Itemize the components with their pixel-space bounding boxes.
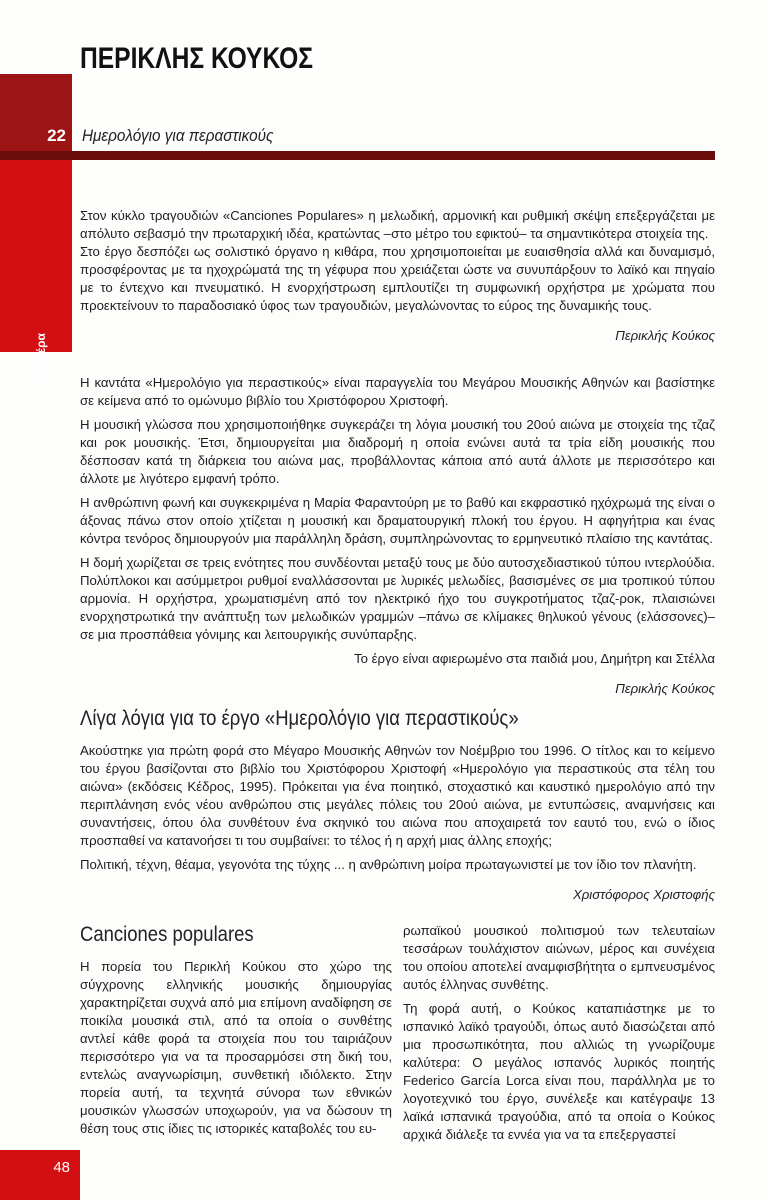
canciones-paragraph: Η πορεία του Περικλή Κούκου στο χώρο της σύγχρονης ελληνικής μουσικής δημιουργίας χαρακτηρίζεται συχνά από μια επίμονη αναδίφηση σε ποικίλα μουσικά στιλ, από τα οποία ο συνθέτης αντλεί κάθε φορά τα στοιχεία που του ταιριάζουν περισσότερο για να τα προσαρμόσει στη δική του, εντελώς αναγνωρίσιμη, συνθετική ιδιόλεκτο. Στην πορεία αυτή, τα τεχνητά σύνορα των εθνικών μουσικών γλωσσών υποχωρούν, για να δώσουν τη θέση τους στις ίδιες τις ιστορικές καταβολές του ευ-	[80, 959, 392, 1136]
cantata-paragraph: Η ανθρώπινη φωνή και συγκεκριμένα η Μαρία Φαραντούρη με το βαθύ και εκφραστικό ηχόχρωμά της είναι ο άξονας πάνω στον οποίο χτίζεται η μουσική και δραματουργική πλοκή του έργου. Η αφηγήτρια και ένας κόντρα τενόρος δημιουργούν μια παράλληλη δράση, συμπληρώνοντας το ερμηνευτικό πλαίσιο της καντάτας.	[80, 495, 715, 546]
dedication: Το έργο είναι αφιερωμένο στα παιδιά μου, Δημήτρη και Στέλλα	[354, 651, 715, 666]
page-number-box	[0, 1150, 80, 1200]
header-rule	[0, 151, 715, 160]
about-section	[80, 707, 715, 910]
intro-section	[80, 207, 715, 351]
cantata-section	[80, 374, 715, 704]
about-signature: Χριστόφορος Χριστοφής	[572, 887, 715, 902]
intro-paragraph: Στον κύκλο τραγουδιών «Canciones Populares» η μελωδική, αρμονική και ρυθμική σκέψη επεξεργάζεται με απόλυτο σεβασμό την πρωταρχική ιδέα, κρατώντας –στο μέτρο του εφικτού– τα σημαντικότερα στοιχεία της.	[80, 208, 715, 241]
canciones-right-column	[403, 922, 715, 1150]
about-heading: Λίγα λόγια για το έργο «Ημερολόγιο για περαστικούς»	[80, 707, 519, 730]
about-paragraph: Ακούστηκε για πρώτη φορά στο Μέγαρο Μουσικής Αθηνών τον Νοέμβριο του 1996. Ο τίτλος και το κείμενο του έργου βασίζονται στο βιβλίο του Χριστόφορου Χριστοφή «Ημερολόγιο για περαστικούς στα τέλη του αιώνα» (εκδόσεις Κέδρος, 1995). Πρόκειται για ένα ποιητικό, στοχαστικό και καυστικό ημερολόγιο από την περιπλάνηση ενός νέου ανθρώπου στις μεγάλες πόλεις του 20ού αιώνα, με εντυπώσεις, αναμνήσεις και συναντήσεις, όπου όλα συνθέτουν ένα σκηνικό του αιώνα που αποχαιρετά τον εαυτό του, ενώ ο ίδιος προσπαθεί να κατανοήσει τι του συμβαίνει: το τέλος ή η αρχή μιας άλλης εποχής;	[80, 743, 715, 848]
cantata-paragraph: Η δομή χωρίζεται σε τρεις ενότητες που συνδέονται μεταξύ τους με δύο αυτοσχεδιαστικού τύπου ιντερλούδια. Πολύπλοκοι και ασύμμετροι ρυθμοί εναλλάσσονται με λυρικές μελωδίες, βασισμένες σε μια τροπικού τύπου αρμονία. Η ορχήστρα, χρωματισμένη από τον ηλεκτρικό ήχο του συγκροτήματος τζαζ-ροκ, πλαισιώνει ενορχηστρωτικά την ανάπτυξη των μελωδικών γραμμών –πάνω σε κλίμακες θηλυκού γένους (ελάσσονες)– σε μια προσπάθεια γόνιμης και λειτουργικής συνύπαρξης.	[80, 555, 715, 642]
intro-signature: Περικλής Κούκος	[615, 328, 715, 343]
cantata-paragraph: Η μουσική γλώσσα που χρησιμοποιήθηκε συγκεράζει τη λόγια μουσική του 20ού αιώνα με στοιχεία της τζαζ και ροκ μουσικής. Έτσι, δημιουργείται μια διαδρομή η οποία ενώνει αυτά τα τρία είδη μουσικής που δέσποσαν κατά τη διάρκεια του αιώνα μας, προβάλλοντας κάποια από αυτά άλλοτε με περισσότερο και άλλοτε με λιγότερο εμφανή τρόπο.	[80, 417, 715, 486]
page-number: 48	[53, 1159, 70, 1176]
composer-name: ΠΕΡΙΚΛΗΣ ΚΟΥΚΟΣ	[80, 42, 313, 75]
canciones-paragraph: Τη φορά αυτή, ο Κούκος καταπιάστηκε με το ισπανικό λαϊκό τραγούδι, όπως αυτό διασώζεται από μια προσωπικότητα, που αλλιώς τη γνωρίζουμε καλύτερα: Ο μεγάλος ισπανός λυρικός ποιητής Federico García Lorca είναι που, παράλληλα με το λογοτεχνικό του έργο, συνέλεξε και κατέγραψε 13 λαϊκά ισπανικά τραγούδια, από τα οποία ο Κούκος αρχικά διάλεξε τα εννέα για να τα επεξεργαστεί	[403, 1001, 715, 1142]
intro-paragraph: Στο έργο δεσπόζει ως σολιστικό όργανο η κιθάρα, που χρησιμοποιείται με ευαισθησία αλλά και δυναμισμό, προσφέροντας με τα ηχοχρώματά της τη γέφυρα που χρειάζεται ώστε να συνυπάρξουν το λαϊκό και πηγαίο με το έντεχνο και πνευματικό. Η ενορχήστρωση εμπλουτίζει τη συμφωνική ορχήστρα με χρώματα που προεκτείνουν το παραδοσιακό ύφος των τραγουδιών, μεγαλώνοντας το εύρος της δυναμικής τους.	[80, 244, 715, 313]
canciones-paragraph: ρωπαϊκού μουσικού πολιτισμού των τελευταίων τεσσάρων τουλάχιστον αιώνων, μέρος και συνέχεια του οποίου αποτελεί αναμφισβήτητα ο εμπνευσμένος αυτός έλληνας συνθέτης.	[403, 923, 715, 992]
canciones-left-column	[80, 923, 392, 1144]
canciones-heading: Canciones populares	[80, 923, 254, 946]
track-number: 22	[47, 126, 66, 145]
cantata-paragraph: Η καντάτα «Ημερολόγιο για περαστικούς» είναι παραγγελία του Μεγάρου Μουσικής Αθηνών και βασίστηκε σε κείμενα από το ομώνυμο βιβλίο του Χριστόφορου Χριστοφή.	[80, 375, 715, 408]
work-title: Ημερολόγιο για περαστικούς	[82, 126, 274, 145]
weekday-tab	[0, 160, 72, 380]
cantata-signature: Περικλής Κούκος	[615, 681, 715, 696]
about-paragraph: Πολιτική, τέχνη, θέαμα, γεγονότα της τύχης ... η ανθρώπινη μοίρα πρωταγωνιστεί με τον ίδιο τον πλανήτη.	[80, 857, 697, 872]
weekday-label: Δευτέρα	[34, 333, 48, 380]
